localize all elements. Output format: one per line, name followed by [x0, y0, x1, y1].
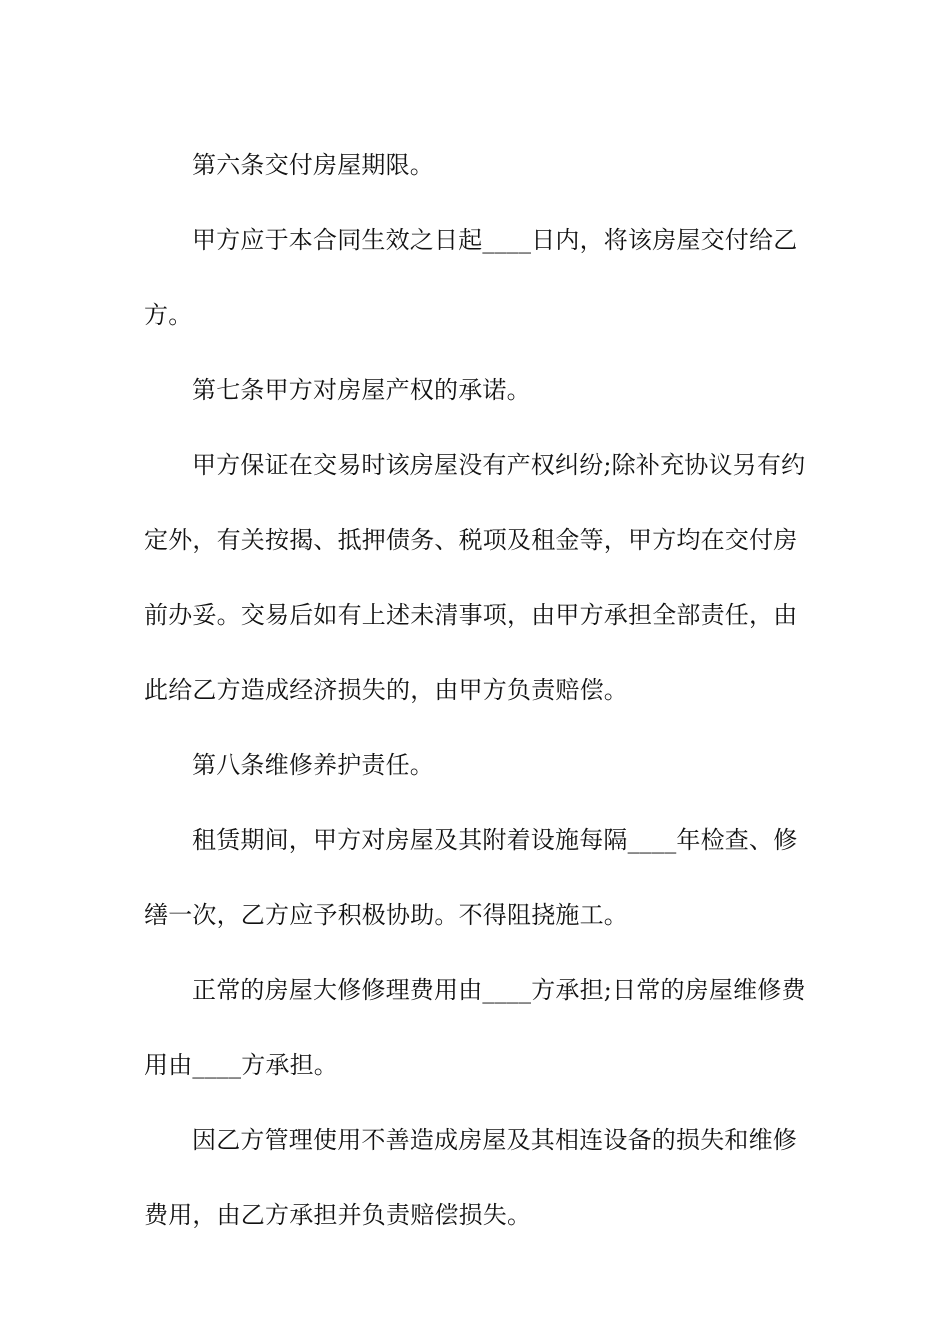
article-8-cost-text: 正常的房屋大修修理费用由____方承担;日常的房屋维修费用由____方承担。: [144, 976, 806, 1079]
article-6-heading: 第六条交付房屋期限。: [192, 151, 434, 179]
article-6-text: 甲方应于本合同生效之日起____日内，将该房屋交付给乙方。: [144, 226, 798, 329]
article-8-inspection-text: 租赁期间，甲方对房屋及其附着设施每隔____年检查、修缮一次，乙方应予积极协助。不得阻挠施工。: [144, 826, 798, 929]
article-8-damage-text: 因乙方管理使用不善造成房屋及其相连设备的损失和维修费用，由乙方承担并负责赔偿损失。: [144, 1126, 797, 1229]
article-7-text: 甲方保证在交易时该房屋没有产权纠纷;除补充协议另有约定外，有关按揭、抵押债务、税项及租金等，甲方均在交付房前办妥。交易后如有上述未清事项，由甲方承担全部责任，由此给乙方造成经济损失的，由甲方负责赔偿。: [144, 451, 806, 704]
article-8-heading: 第八条维修养护责任。: [192, 751, 434, 779]
article-7-heading: 第七条甲方对房屋产权的承诺。: [192, 376, 531, 404]
document-body: [144, 128, 810, 1253]
